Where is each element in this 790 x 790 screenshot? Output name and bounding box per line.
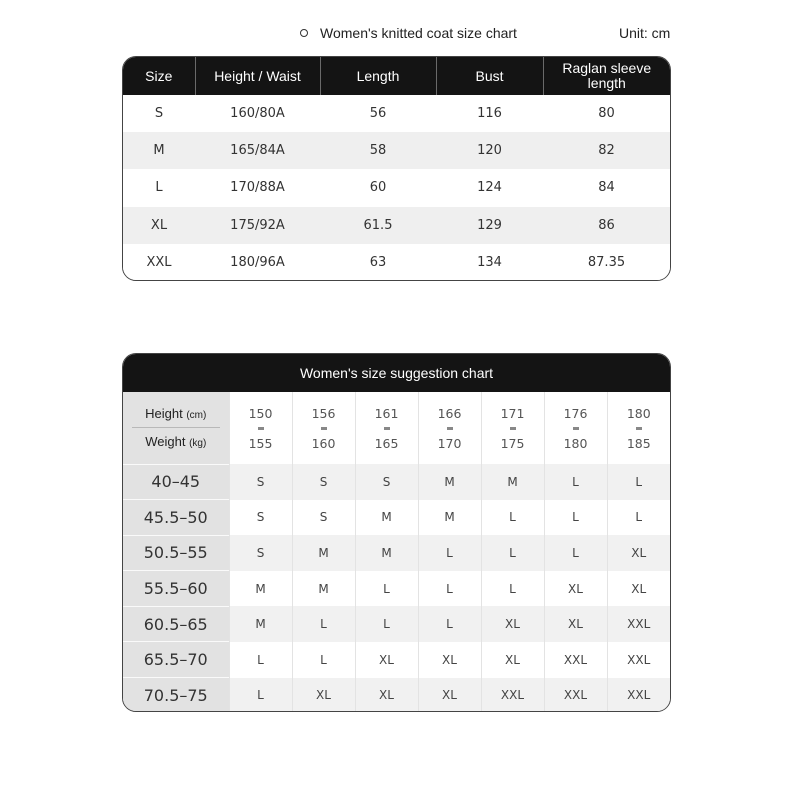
divider [132, 427, 220, 428]
size-cell: XXL [607, 606, 670, 642]
weight-range-cell: 70.5–75 [123, 678, 229, 712]
size-cell: XL [292, 678, 355, 712]
size-cell: L [481, 535, 544, 571]
height-from: 156 [311, 405, 336, 421]
column-header: Raglan sleeve length [543, 57, 670, 95]
height-range-cell [418, 392, 481, 464]
table-row [123, 169, 670, 206]
size-cell: XL [607, 571, 670, 607]
suggestion-chart-title: Women's size suggestion chart [123, 354, 670, 392]
height-to: 175 [500, 435, 525, 451]
table-cell: 60 [320, 169, 436, 206]
table-row [123, 500, 670, 536]
weight-range-cell: 45.5–50 [123, 500, 229, 536]
height-to: 185 [626, 435, 651, 451]
size-cell: L [229, 642, 292, 678]
height-range-cell [607, 392, 670, 464]
size-cell: XXL [607, 642, 670, 678]
size-cell: XL [544, 571, 607, 607]
size-cell: XL [418, 642, 481, 678]
height-range-row [123, 392, 670, 464]
table-cell: 82 [543, 132, 670, 169]
range-dash [636, 427, 642, 430]
size-cell: M [355, 500, 418, 536]
table-row [123, 132, 670, 169]
size-cell: S [229, 464, 292, 500]
table-row [123, 535, 670, 571]
size-cell: M [292, 571, 355, 607]
height-from: 166 [437, 405, 462, 421]
weight-range-cell: 40–45 [123, 464, 229, 500]
height-to: 180 [563, 435, 588, 451]
size-cell: XL [355, 678, 418, 712]
height-from: 161 [374, 405, 399, 421]
table-cell: 129 [436, 207, 543, 244]
height-from: 176 [563, 405, 588, 421]
table-row [123, 606, 670, 642]
table-cell: 80 [543, 95, 670, 132]
table-cell: 134 [436, 244, 543, 281]
table-cell: 87.35 [543, 244, 670, 281]
table-row [123, 207, 670, 244]
weight-label: Weight [145, 434, 186, 450]
table-row [123, 571, 670, 607]
weight-range-cell: 55.5–60 [123, 571, 229, 607]
table-cell: 61.5 [320, 207, 436, 244]
table-row [123, 244, 670, 281]
size-cell: XL [481, 606, 544, 642]
table-cell: XXL [123, 244, 195, 281]
height-range-cell [481, 392, 544, 464]
size-cell: L [418, 535, 481, 571]
size-cell: XL [418, 678, 481, 712]
size-cell: XL [355, 642, 418, 678]
size-cell: S [229, 535, 292, 571]
height-to: 165 [374, 435, 399, 451]
size-cell: S [292, 464, 355, 500]
chart-title-row [0, 22, 790, 44]
column-header: Size [123, 57, 195, 95]
size-cell: S [229, 500, 292, 536]
height-from: 171 [500, 405, 525, 421]
height-to: 155 [248, 435, 273, 451]
height-unit: (cm) [186, 410, 207, 422]
table-cell: 170/88A [195, 169, 320, 206]
table-cell: L [123, 169, 195, 206]
size-cell: XXL [544, 642, 607, 678]
column-header: Height / Waist [195, 57, 320, 95]
size-cell: XXL [607, 678, 670, 712]
table-cell: 175/92A [195, 207, 320, 244]
column-header: Bust [436, 57, 543, 95]
table-cell: 165/84A [195, 132, 320, 169]
table-cell: 124 [436, 169, 543, 206]
size-cell: M [481, 464, 544, 500]
table-cell: M [123, 132, 195, 169]
height-to: 170 [437, 435, 462, 451]
weight-range-cell: 50.5–55 [123, 535, 229, 571]
table-row [123, 95, 670, 132]
size-cell: L [544, 535, 607, 571]
range-dash [258, 427, 264, 430]
table-cell: 180/96A [195, 244, 320, 281]
weight-range-cell: 65.5–70 [123, 642, 229, 678]
table-cell: 84 [543, 169, 670, 206]
size-cell: M [418, 500, 481, 536]
range-dash [384, 427, 390, 430]
size-cell: L [355, 571, 418, 607]
size-cell: L [418, 571, 481, 607]
size-cell: XL [481, 642, 544, 678]
size-cell: M [292, 535, 355, 571]
size-cell: S [355, 464, 418, 500]
size-cell: L [355, 606, 418, 642]
range-dash [447, 427, 453, 430]
size-cell: XXL [544, 678, 607, 712]
size-cell: L [607, 500, 670, 536]
table-cell: 56 [320, 95, 436, 132]
height-range-cell [292, 392, 355, 464]
size-chart-table [122, 56, 671, 281]
table-cell: 58 [320, 132, 436, 169]
size-chart-header-row [123, 57, 670, 95]
size-cell: L [607, 464, 670, 500]
size-cell: M [355, 535, 418, 571]
table-row [123, 642, 670, 678]
height-to: 160 [311, 435, 336, 451]
height-range-cell [355, 392, 418, 464]
table-cell: 160/80A [195, 95, 320, 132]
size-cell: L [544, 464, 607, 500]
table-cell: S [123, 95, 195, 132]
circle-bullet-icon [300, 29, 308, 37]
table-cell: 86 [543, 207, 670, 244]
height-from: 180 [626, 405, 651, 421]
height-weight-header [123, 392, 229, 464]
weight-unit: (kg) [189, 438, 207, 450]
range-dash [510, 427, 516, 430]
table-cell: 116 [436, 95, 543, 132]
height-from: 150 [248, 405, 273, 421]
height-range-cell [544, 392, 607, 464]
size-cell: S [292, 500, 355, 536]
range-dash [573, 427, 579, 430]
table-cell: 63 [320, 244, 436, 281]
table-row [123, 678, 670, 712]
column-header: Length [320, 57, 436, 95]
size-cell: XL [544, 606, 607, 642]
size-cell: L [229, 678, 292, 712]
size-cell: M [229, 571, 292, 607]
size-cell: L [481, 571, 544, 607]
size-cell: M [229, 606, 292, 642]
height-range-cell [229, 392, 292, 464]
size-cell: L [544, 500, 607, 536]
size-chart-title: Women's knitted coat size chart [320, 25, 517, 41]
size-cell: XL [607, 535, 670, 571]
size-cell: L [418, 606, 481, 642]
height-label: Height [145, 406, 183, 422]
size-cell: M [418, 464, 481, 500]
table-cell: 120 [436, 132, 543, 169]
size-cell: XXL [481, 678, 544, 712]
size-suggestion-table [122, 353, 671, 712]
range-dash [321, 427, 327, 430]
table-row [123, 464, 670, 500]
weight-range-cell: 60.5–65 [123, 606, 229, 642]
size-cell: L [481, 500, 544, 536]
table-cell: XL [123, 207, 195, 244]
size-cell: L [292, 606, 355, 642]
size-cell: L [292, 642, 355, 678]
unit-label: Unit: cm [619, 25, 671, 41]
